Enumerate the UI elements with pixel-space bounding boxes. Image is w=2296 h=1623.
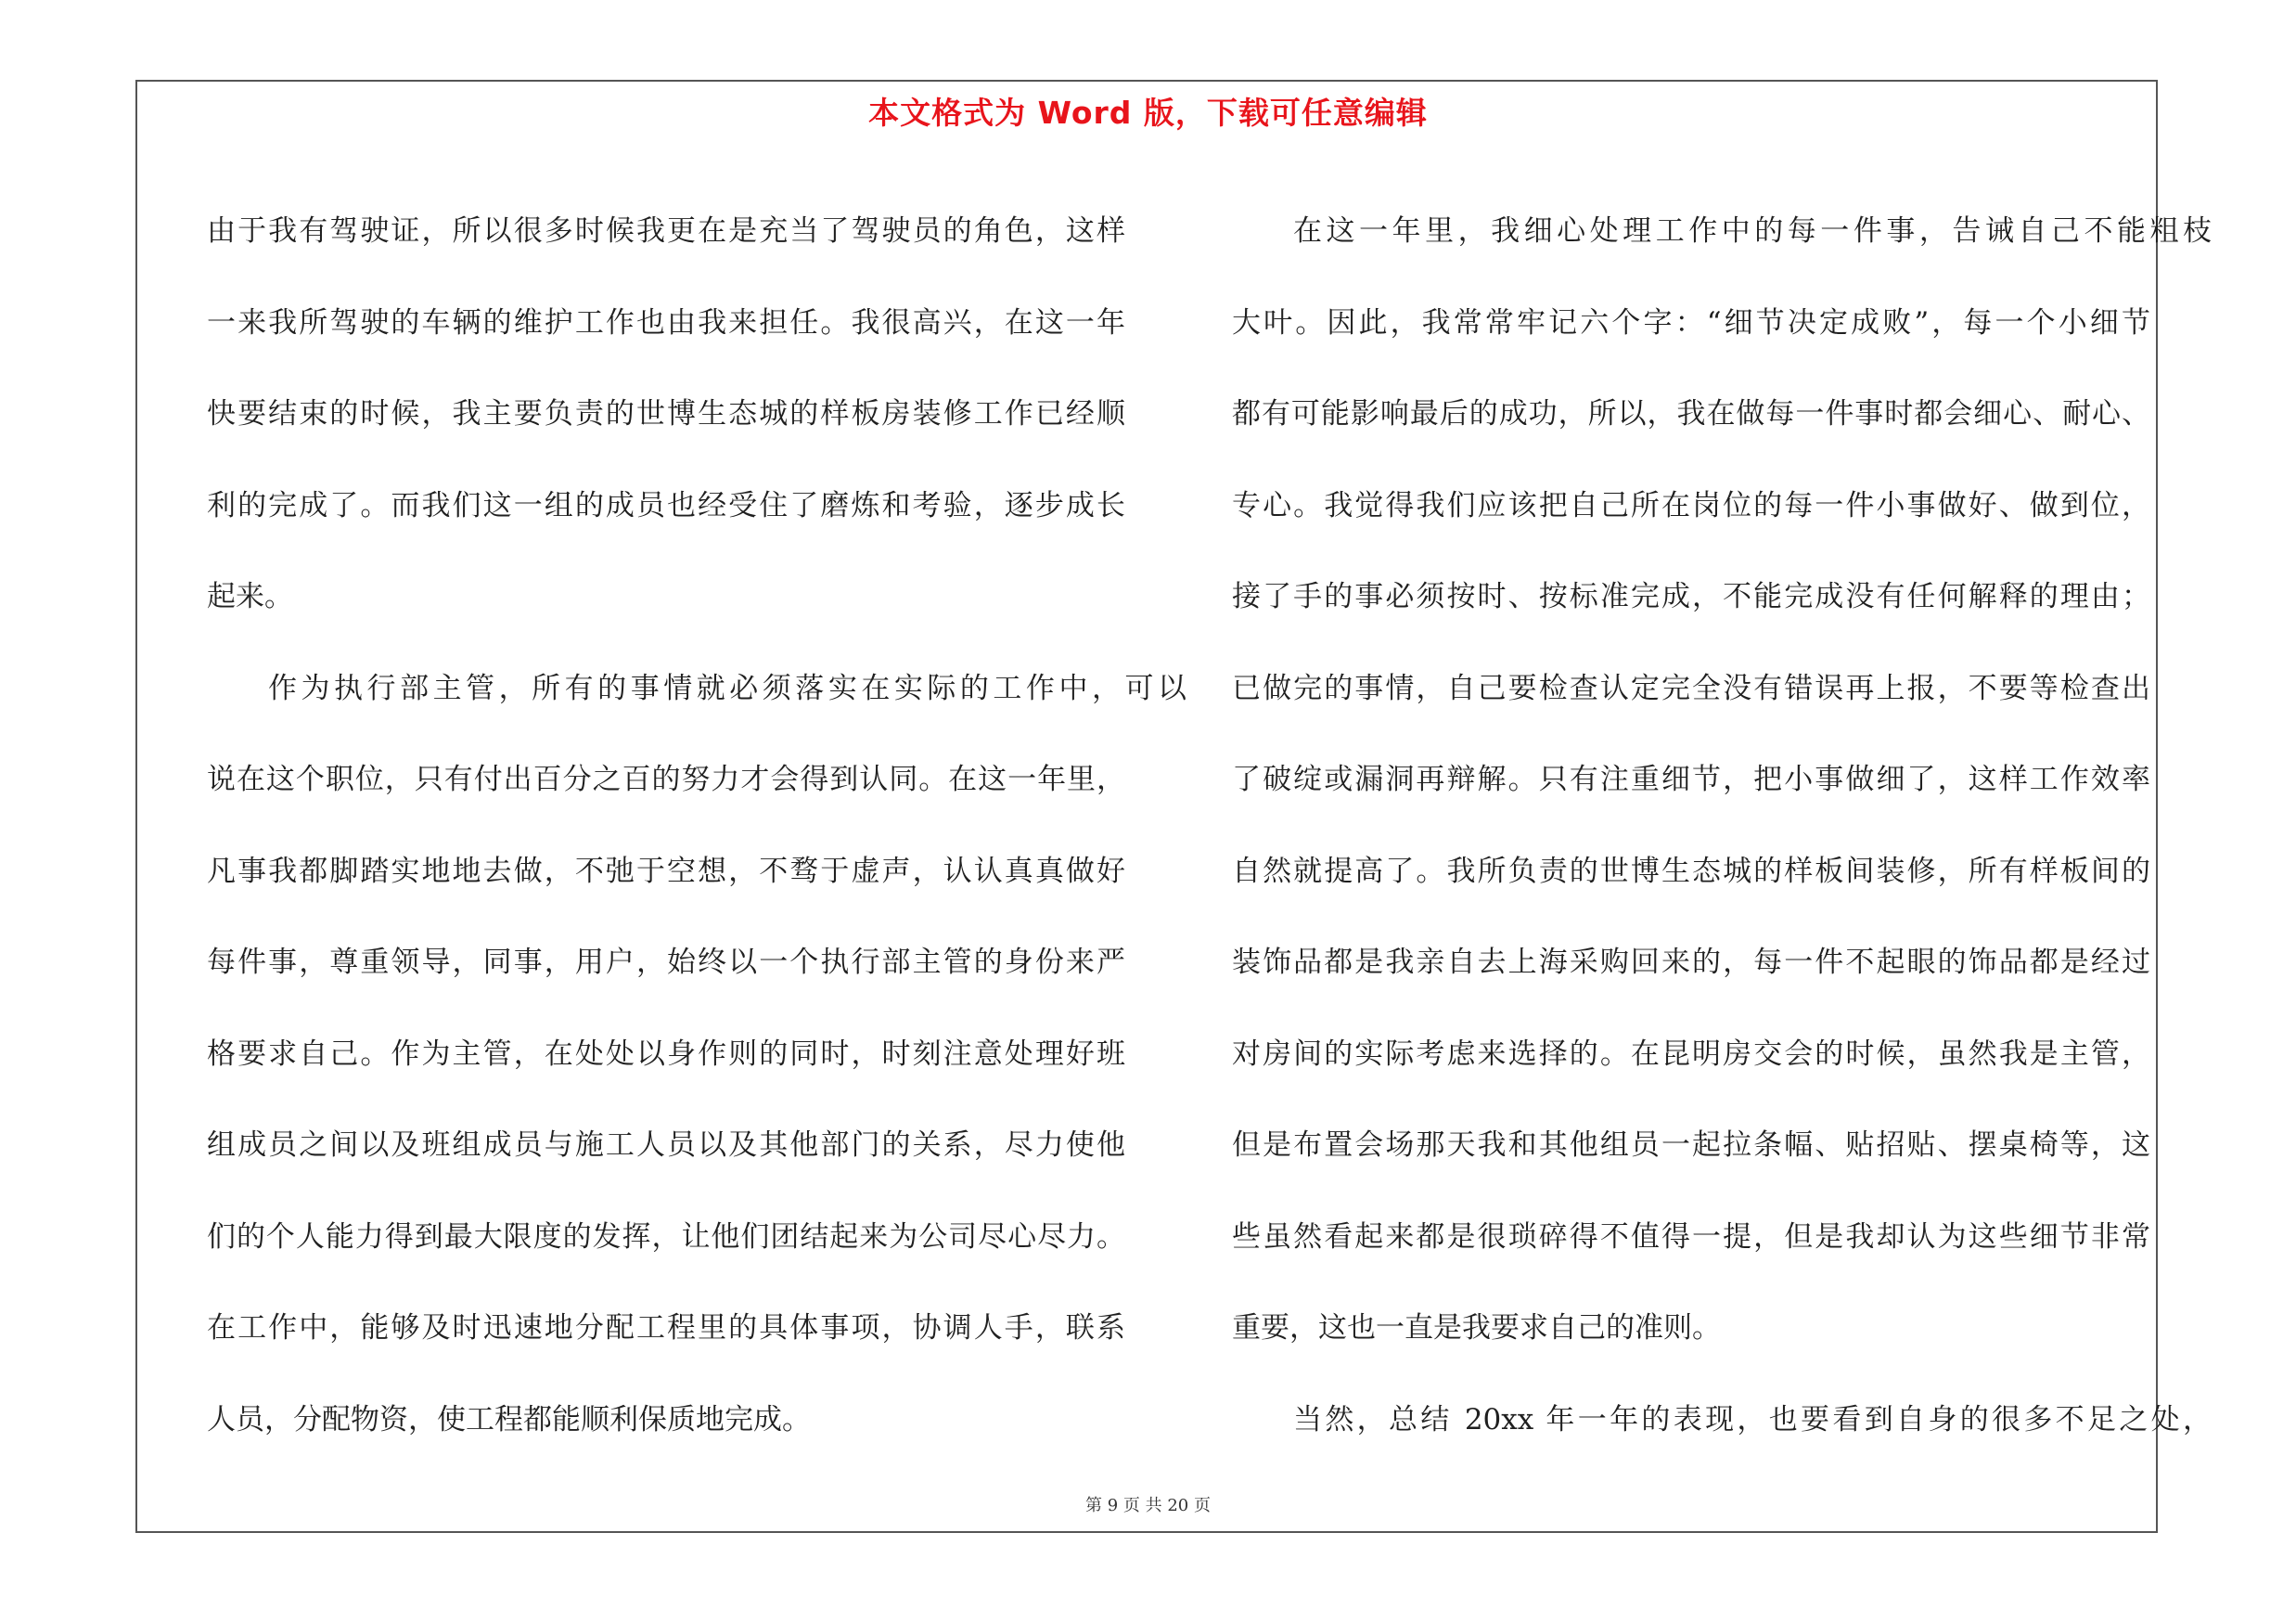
text-line: 了破绽或漏洞再辩解。只有注重细节，把小事做细了，这样工作效率 <box>1232 763 2150 796</box>
text-line: 装饰品都是我亲自去上海采购回来的，每一件不起眼的饰品都是经过 <box>1232 946 2150 979</box>
text-line: 些虽然看起来都是很琐碎得不值得一提，但是我却认为这些细节非常 <box>1232 1219 2150 1254</box>
text-line: 在这一年里，我细心处理工作中的每一件事，告诫自己不能粗枝 <box>1293 214 2212 248</box>
text-line: 专心。我觉得我们应该把自己所在岗位的每一件小事做好、做到位， <box>1232 488 2150 522</box>
text-line: 大叶。因此，我常常牢记六个字：“细节决定成败”，每一个小细节 <box>1232 305 2150 340</box>
text-line: 每件事，尊重领导，同事，用户，始终以一个执行部主管的身份来严 <box>207 946 1125 979</box>
text-line: 格要求自己。作为主管，在处处以身作则的同时，时刻注意处理好班 <box>207 1037 1125 1071</box>
text-line: 说在这个职位，只有付出百分之百的努力才会得到认同。在这一年里， <box>207 763 1125 796</box>
text-line: 由于我有驾驶证，所以很多时候我更在是充当了驾驶员的角色，这样 <box>207 214 1125 248</box>
text-line: 组成员之间以及班组成员与施工人员以及其他部门的关系，尽力使他 <box>207 1128 1125 1162</box>
format-notice-banner: 本文格式为 Word 版，下载可任意编辑 <box>868 95 1428 131</box>
page-number-footer: 第 9 页 共 20 页 <box>1085 1496 1211 1515</box>
text-line: 利的完成了。而我们这一组的成员也经受住了磨炼和考验，逐步成长 <box>207 488 1125 522</box>
text-line: 一来我所驾驶的车辆的维护工作也由我来担任。我很高兴，在这一年 <box>207 305 1125 340</box>
text-line: 作为执行部主管，所有的事情就必须落实在实际的工作中，可以 <box>268 671 1186 705</box>
text-line: 自然就提高了。我所负责的世博生态城的样板间装修，所有样板间的 <box>1232 854 2150 888</box>
text-line: 人员，分配物资，使工程都能顺利保质地完成。 <box>207 1402 811 1436</box>
left-text-column <box>207 186 1186 1465</box>
text-line: 快要结束的时候，我主要负责的世博生态城的样板房装修工作已经顺 <box>207 397 1125 431</box>
text-line: 对房间的实际考虑来选择的。在昆明房交会的时候，虽然我是主管， <box>1232 1037 2150 1071</box>
text-line: 在工作中，能够及时迅速地分配工程里的具体事项，协调人手，联系 <box>207 1311 1125 1345</box>
text-line: 起来。 <box>207 580 293 613</box>
right-text-column <box>1232 186 2212 1465</box>
text-line: 都有可能影响最后的成功，所以，我在做每一件事时都会细心、耐心、 <box>1232 397 2150 431</box>
text-line: 但是布置会场那天我和其他组员一起拉条幅、贴招贴、摆桌椅等，这 <box>1232 1128 2150 1162</box>
text-line: 已做完的事情，自己要检查认定完全没有错误再上报，不要等检查出 <box>1232 671 2150 705</box>
text-line: 当然，总结 20xx 年一年的表现，也要看到自身的很多不足之处， <box>1293 1402 2212 1436</box>
text-line: 凡事我都脚踏实地地去做，不弛于空想，不骛于虚声，认认真真做好 <box>207 854 1125 888</box>
text-line: 们的个人能力得到最大限度的发挥，让他们团结起来为公司尽心尽力。 <box>207 1219 1125 1254</box>
text-line: 接了手的事必须按时、按标准完成，不能完成没有任何解释的理由； <box>1232 580 2150 613</box>
text-line: 重要，这也一直是我要求自己的准则。 <box>1232 1311 1721 1345</box>
